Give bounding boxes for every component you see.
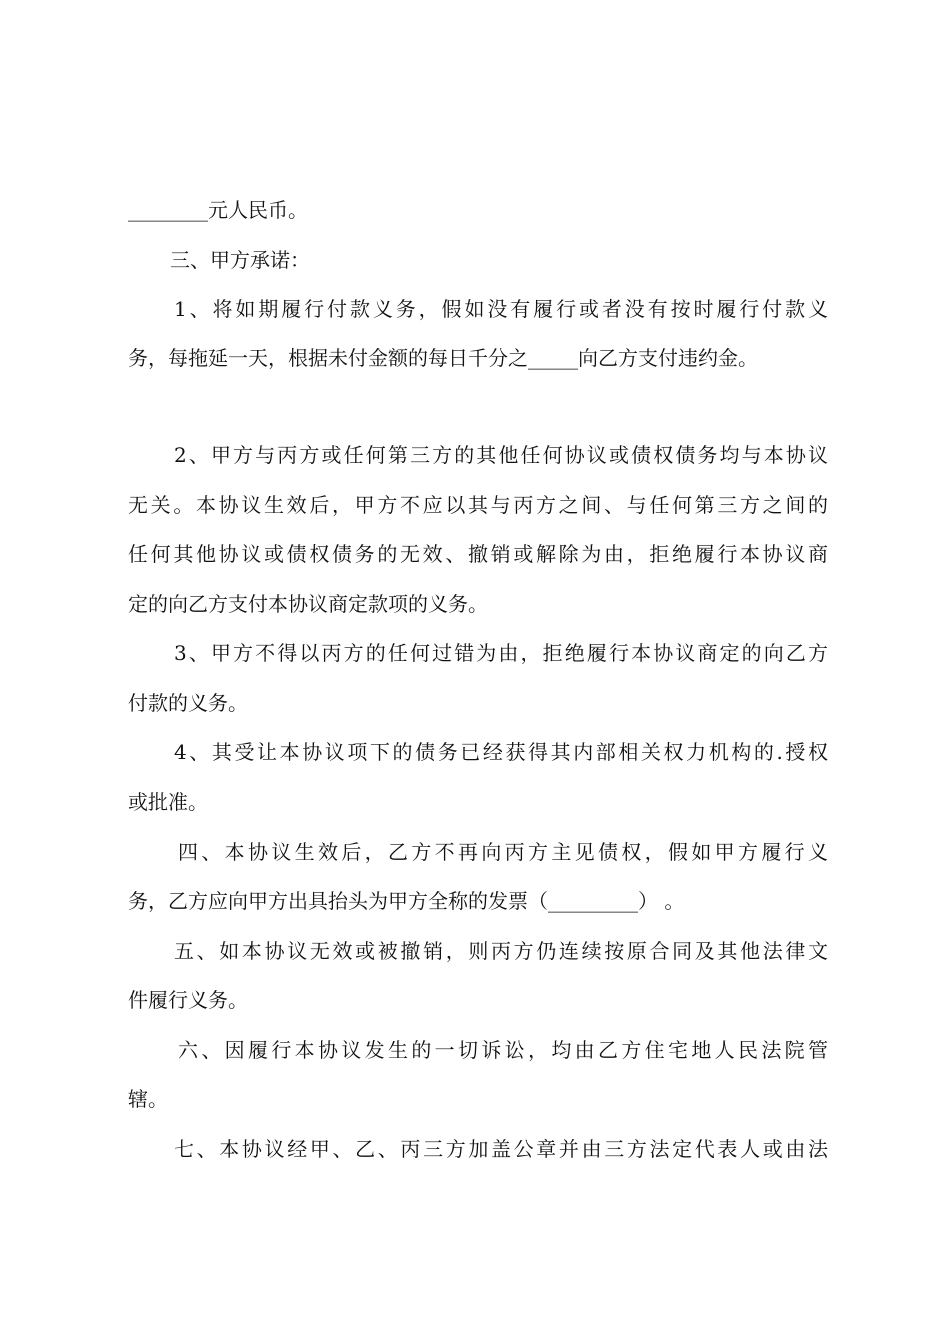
- section-heading: 三、甲方承诺：: [170, 248, 310, 272]
- text-line: 3、甲方不得以丙方的任何过错为由，拒绝履行本协议商定的向乙方: [174, 641, 828, 665]
- text-line: 1、将如期履行付款义务，假如没有履行或者没有按时履行付款义: [174, 297, 828, 321]
- text-line: 六、因履行本协议发生的一切诉讼，均由乙方住宅地人民法院管: [178, 1038, 828, 1062]
- text-line: 2、甲方与丙方或任何第三方的其他任何协议或债权债务均与本协议: [174, 443, 828, 467]
- text-line: 或批准。: [128, 790, 208, 814]
- text-line: 辖。: [128, 1087, 168, 1111]
- text-line: 4、其受让本协议项下的债务已经获得其内部相关权力机构的.授权: [174, 740, 828, 764]
- text-line: 付款的义务。: [128, 691, 248, 715]
- text-line: 七、本协议经甲、乙、丙三方加盖公章并由三方法定代表人或由法: [174, 1137, 828, 1161]
- text-line: 五、如本协议无效或被撤销，则丙方仍连续按原合同及其他法律文: [174, 939, 828, 963]
- text-line: 任何其他协议或债权债务的无效、撤销或解除为由，拒绝履行本协议商: [128, 542, 828, 566]
- text-line: 定的向乙方支付本协议商定款项的义务。: [128, 592, 488, 616]
- text-line: 无关。本协议生效后，甲方不应以其与丙方之间、与任何第三方之间的: [128, 493, 828, 517]
- text-line: 四、本协议生效后，乙方不再向丙方主见债权，假如甲方履行义: [178, 840, 828, 864]
- text-line: 务，每拖延一天，根据未付金额的每日千分之_____向乙方支付违约金。: [128, 346, 758, 370]
- text-line: 件履行义务。: [128, 988, 248, 1012]
- text-line: 务，乙方应向甲方出具抬头为甲方全称的发票（_________） 。: [128, 889, 685, 913]
- text-line: ________元人民币。: [128, 198, 308, 222]
